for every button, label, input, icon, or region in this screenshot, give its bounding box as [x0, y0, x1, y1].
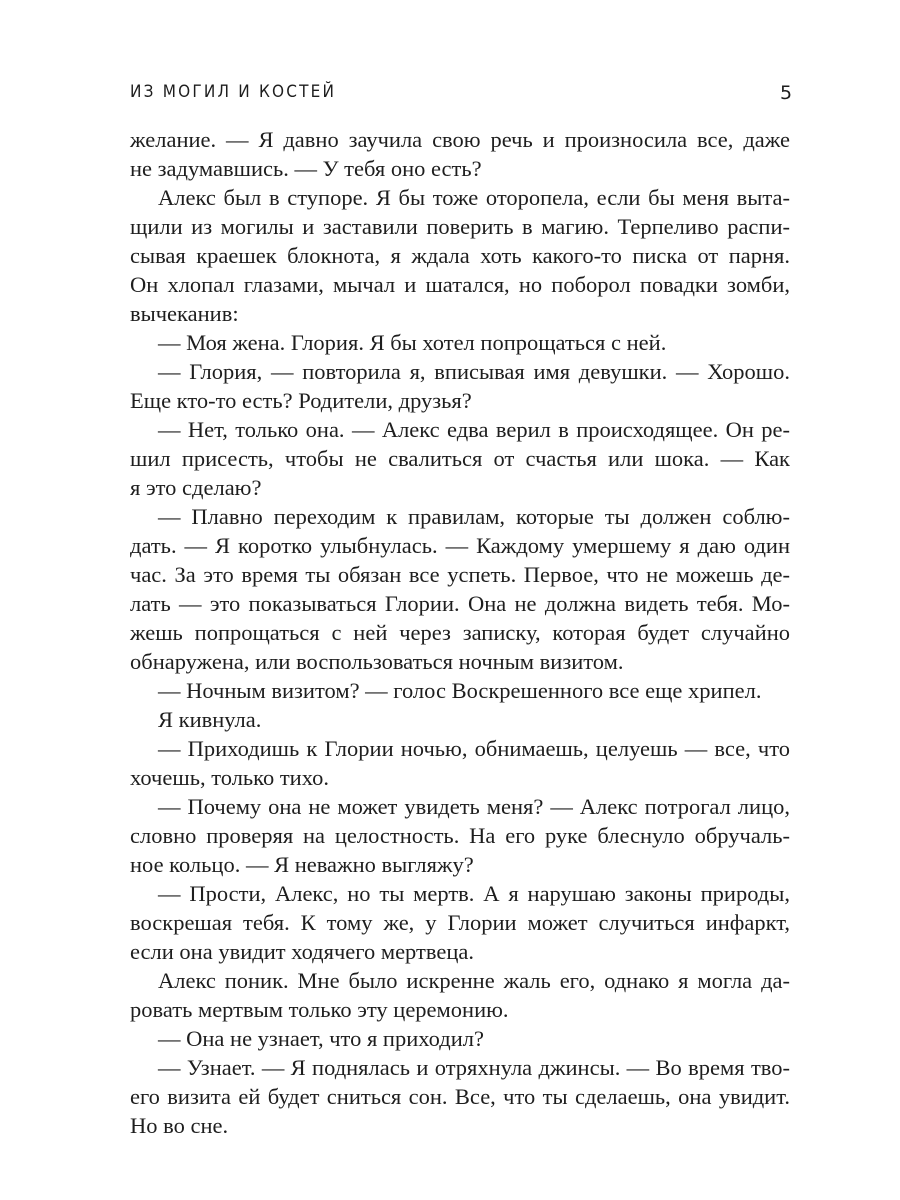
- text-line: словно проверяя на целостность. На его руке блеснуло обручаль-: [130, 823, 790, 848]
- text-line: Он хлопал глазами, мычал и шатался, но поборол повадки зомби,: [130, 272, 790, 297]
- text-line: дать. — Я коротко улыбнулась. — Каждому умершему я даю один: [130, 533, 790, 558]
- text-line: — Приходишь к Глории ночью, обнимаешь, целуешь — все, что: [158, 736, 790, 761]
- text-line: воскрешая тебя. К тому же, у Глории может случиться инфаркт,: [130, 910, 790, 935]
- text-line: обнаружена, или воспользоваться ночным визитом.: [130, 649, 624, 674]
- text-line: Еще кто-то есть? Родители, друзья?: [130, 388, 472, 413]
- text-line: если она увидит ходячего мертвеца.: [130, 939, 474, 964]
- text-line: — Нет, только она. — Алекс едва верил в происходящее. Он ре-: [158, 417, 790, 442]
- text-line: — Плавно переходим к правилам, которые ты должен соблю-: [158, 504, 790, 529]
- text-line: ное кольцо. — Я неважно выгляжу?: [130, 852, 474, 877]
- text-line: — Ночным визитом? — голос Воскрешенного все еще хрипел.: [158, 678, 762, 703]
- text-line: хочешь, только тихо.: [130, 765, 329, 790]
- text-line: Но во сне.: [130, 1113, 229, 1138]
- text-line: Алекс поник. Мне было искренне жаль его, однако я могла да-: [158, 968, 790, 993]
- text-line: щили из могилы и заставили поверить в магию. Терпеливо распи-: [130, 214, 790, 239]
- text-line: — Она не узнает, что я приходил?: [158, 1026, 484, 1051]
- text-line: ровать мертвым только эту церемонию.: [130, 997, 509, 1022]
- text-line: час. За это время ты обязан все успеть. Первое, что не можешь де-: [130, 562, 790, 587]
- text-line: вычеканив:: [130, 301, 239, 326]
- body-text: [130, 125, 790, 1140]
- text-line: сывая краешек блокнота, я ждала хоть какого-то писка от парня.: [130, 243, 790, 268]
- text-line: — Глория, — повторила я, вписывая имя девушки. — Хорошо.: [158, 359, 790, 384]
- text-line: — Почему она не может увидеть меня? — Алекс потрогал лицо,: [158, 794, 790, 819]
- text-line: — Моя жена. Глория. Я бы хотел попрощаться с ней.: [158, 330, 667, 355]
- text-line: я это сделаю?: [130, 475, 262, 500]
- running-title: ИЗ МОГИЛ И КОСТЕЙ: [130, 82, 337, 102]
- text-line: — Прости, Алекс, но ты мертв. А я нарушаю законы природы,: [158, 881, 790, 906]
- text-line: не задумавшись. — У тебя оно есть?: [130, 156, 482, 181]
- text-line: — Узнает. — Я поднялась и отряхнула джинсы. — Во время тво-: [158, 1055, 790, 1080]
- text-line: шил присесть, чтобы не свалиться от счастья или шока. — Как: [130, 446, 790, 471]
- text-line: Я кивнула.: [158, 707, 262, 732]
- page-number: 5: [780, 82, 793, 104]
- text-line: жешь попрощаться с ней через записку, которая будет случайно: [130, 620, 790, 645]
- text-line: желание. — Я давно заучила свою речь и произносила все, даже: [130, 127, 790, 152]
- text-line: Алекс был в ступоре. Я бы тоже оторопела, если бы меня выта-: [158, 185, 790, 210]
- text-line: его визита ей будет сниться сон. Все, что ты сделаешь, она увидит.: [130, 1084, 790, 1109]
- text-line: лать — это показываться Глории. Она не должна видеть тебя. Мо-: [130, 591, 790, 616]
